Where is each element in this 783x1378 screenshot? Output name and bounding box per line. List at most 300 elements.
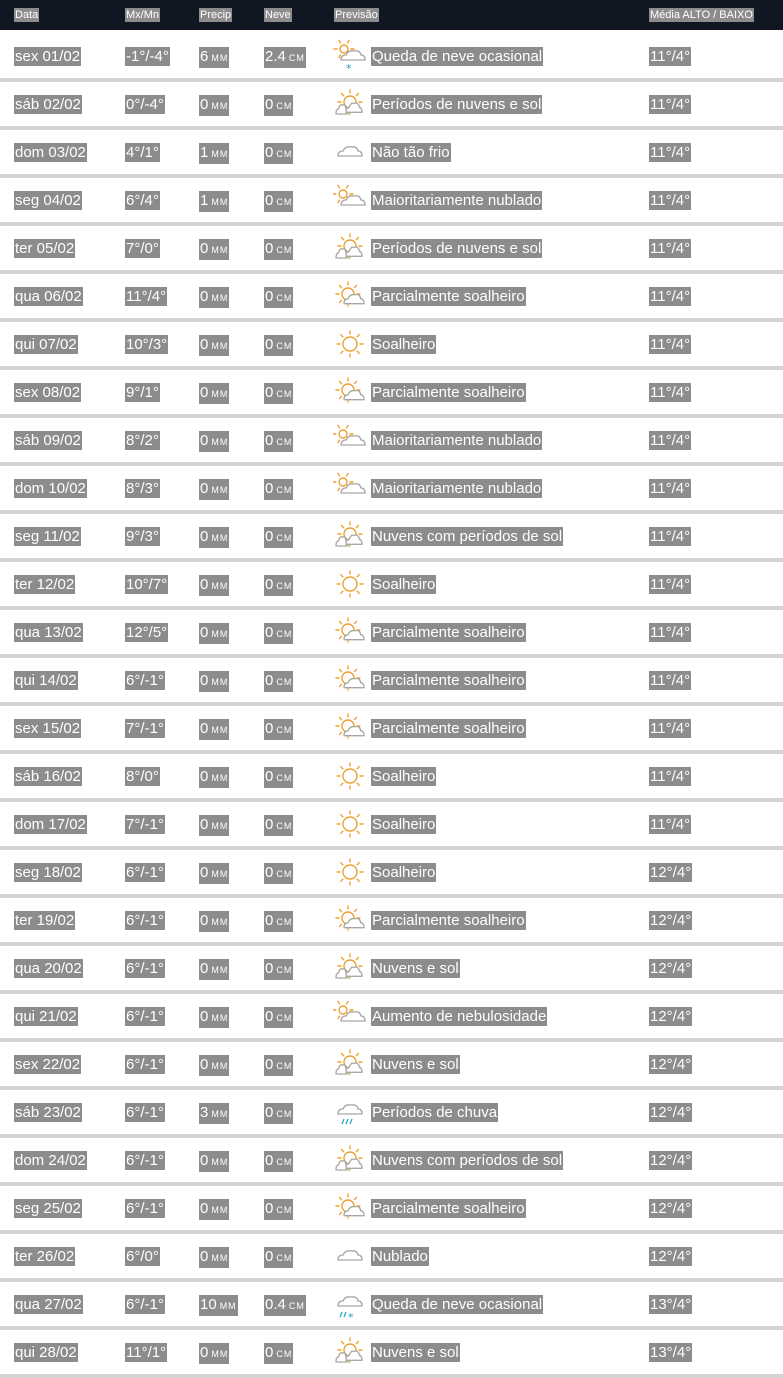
snow-value: 0: [265, 1104, 274, 1121]
row-precip: [199, 287, 229, 308]
row-precip: [199, 1007, 229, 1028]
precip-unit: MM: [211, 1061, 229, 1071]
table-row: [0, 1330, 783, 1378]
precip-unit: MM: [211, 101, 229, 111]
snow-unit: CM: [288, 53, 305, 63]
row-snow: [264, 1055, 293, 1076]
table-row: [0, 178, 783, 226]
precip-value: 10: [200, 1296, 217, 1313]
table-row: [0, 994, 783, 1042]
row-date: sex 15/02: [15, 720, 81, 737]
row-forecast: Soalheiro: [372, 336, 436, 353]
row-precip: [199, 1343, 229, 1364]
row-precip: [199, 1199, 229, 1220]
row-max-min: 9°/3°: [126, 528, 159, 545]
row-precip: [199, 815, 229, 836]
row-snow: [264, 47, 306, 68]
row-date: seg 04/02: [15, 192, 81, 209]
row-average: 11°/4°: [650, 624, 691, 641]
row-average: 11°/4°: [650, 480, 691, 497]
snow-unit: CM: [276, 437, 293, 447]
row-snow: [264, 143, 293, 164]
snow-unit: CM: [276, 869, 293, 879]
row-precip: [199, 1247, 229, 1268]
row-snow: [264, 1295, 306, 1316]
row-max-min: 7°/-1°: [126, 816, 164, 833]
row-forecast: Parcialmente soalheiro: [372, 720, 525, 737]
row-max-min: 6°/0°: [126, 1248, 159, 1265]
snow-unit: CM: [276, 485, 293, 495]
header-snow: Neve: [265, 9, 291, 21]
snow-unit: CM: [276, 101, 293, 111]
row-date: ter 26/02: [15, 1248, 75, 1265]
row-precip: [199, 863, 229, 884]
row-date: ter 05/02: [15, 240, 75, 257]
row-average: 11°/4°: [650, 288, 691, 305]
table-row: [0, 34, 783, 82]
precip-unit: MM: [211, 293, 229, 303]
row-precip: [199, 719, 229, 740]
row-precip: [199, 335, 229, 356]
snow-value: 0: [265, 816, 274, 833]
row-snow: [264, 815, 293, 836]
snow-value: 0: [265, 384, 274, 401]
row-snow: [264, 239, 293, 260]
table-row: [0, 1042, 783, 1090]
snow-value: 0: [265, 288, 274, 305]
row-forecast: Parcialmente soalheiro: [372, 384, 525, 401]
row-max-min: 6°/-1°: [126, 1008, 164, 1025]
precip-unit: MM: [211, 1205, 229, 1215]
snow-unit: CM: [276, 917, 293, 927]
snow-value: 0: [265, 1056, 274, 1073]
table-row: [0, 514, 783, 562]
table-row: [0, 370, 783, 418]
precip-unit: MM: [211, 533, 229, 543]
precip-value: 0: [200, 624, 209, 641]
precip-value: 0: [200, 1200, 209, 1217]
snow-value: 0: [265, 336, 274, 353]
row-precip: [199, 911, 229, 932]
precip-unit: MM: [211, 1013, 229, 1023]
row-forecast: Soalheiro: [372, 576, 436, 593]
row-forecast: Queda de neve ocasional: [372, 48, 543, 65]
table-row: [0, 1138, 783, 1186]
row-forecast: Períodos de chuva: [372, 1104, 498, 1121]
row-date: qui 21/02: [15, 1008, 77, 1025]
precip-unit: MM: [211, 341, 229, 351]
row-date: seg 25/02: [15, 1200, 81, 1217]
table-row: [0, 1234, 783, 1282]
row-snow: [264, 623, 293, 644]
row-forecast: Períodos de nuvens e sol: [372, 96, 542, 113]
row-snow: [264, 863, 293, 884]
precip-value: 0: [200, 432, 209, 449]
header-avg: Média ALTO / BAIXO: [650, 9, 753, 21]
row-average: 12°/4°: [650, 1200, 692, 1217]
row-date: qui 07/02: [15, 336, 77, 353]
snow-value: 0: [265, 432, 274, 449]
row-precip: [199, 959, 229, 980]
row-precip: [199, 143, 229, 164]
snow-unit: CM: [276, 965, 293, 975]
row-forecast: Nuvens com períodos de sol: [372, 1152, 563, 1169]
row-snow: [264, 671, 293, 692]
row-max-min: 6°/-1°: [126, 1056, 164, 1073]
snow-unit: CM: [276, 821, 293, 831]
snow-value: 2.4: [265, 48, 286, 65]
precip-value: 0: [200, 288, 209, 305]
row-average: 12°/4°: [650, 864, 692, 881]
snow-value: 0: [265, 1344, 274, 1361]
table-row: [0, 802, 783, 850]
precip-unit: MM: [211, 917, 229, 927]
table-row: [0, 1282, 783, 1330]
row-average: 12°/4°: [650, 1008, 692, 1025]
precip-unit: MM: [211, 149, 229, 159]
svg-text:*: *: [348, 1311, 354, 1323]
precip-unit: MM: [211, 437, 229, 447]
precip-value: 1: [200, 192, 209, 209]
snow-value: 0: [265, 864, 274, 881]
snow-value: 0: [265, 480, 274, 497]
snow-value: 0: [265, 1152, 274, 1169]
row-precip: [199, 1295, 238, 1316]
table-row: [0, 466, 783, 514]
row-max-min: 6°/-1°: [126, 1200, 164, 1217]
row-snow: [264, 1151, 293, 1172]
precip-unit: MM: [211, 485, 229, 495]
snow-value: 0: [265, 768, 274, 785]
snow-value: 0: [265, 576, 274, 593]
row-snow: [264, 1199, 293, 1220]
row-max-min: 10°/7°: [126, 576, 168, 593]
snow-unit: CM: [276, 1109, 293, 1119]
row-date: qua 06/02: [15, 288, 82, 305]
snow-unit: CM: [276, 389, 293, 399]
snow-unit: CM: [276, 1013, 293, 1023]
row-forecast: Maioritariamente nublado: [372, 432, 542, 449]
snow-unit: CM: [288, 1301, 305, 1311]
snow-value: 0: [265, 672, 274, 689]
header-forecast: Previsão: [335, 9, 378, 21]
row-max-min: 12°/5°: [126, 624, 168, 641]
precip-value: 0: [200, 960, 209, 977]
snow-value: 0: [265, 192, 274, 209]
snow-unit: CM: [276, 341, 293, 351]
row-forecast: Parcialmente soalheiro: [372, 912, 525, 929]
row-snow: [264, 383, 293, 404]
table-row: [0, 562, 783, 610]
row-precip: [199, 47, 229, 68]
precip-value: 0: [200, 768, 209, 785]
precip-value: 0: [200, 864, 209, 881]
row-precip: [199, 527, 229, 548]
snow-unit: CM: [276, 533, 293, 543]
row-date: sáb 23/02: [15, 1104, 81, 1121]
snow-unit: CM: [276, 245, 293, 255]
row-average: 12°/4°: [650, 912, 692, 929]
snow-value: 0: [265, 1200, 274, 1217]
table-row: [0, 658, 783, 706]
precip-unit: MM: [211, 1253, 229, 1263]
snow-value: 0: [265, 960, 274, 977]
row-date: sex 01/02: [15, 48, 81, 65]
row-average: 11°/4°: [650, 144, 691, 161]
row-precip: [199, 383, 229, 404]
snow-unit: CM: [276, 725, 293, 735]
table-row: [0, 418, 783, 466]
row-snow: [264, 959, 293, 980]
table-row: [0, 274, 783, 322]
row-snow: [264, 287, 293, 308]
row-max-min: 6°/-1°: [126, 1104, 164, 1121]
header-mxmn: Mx/Mn: [126, 9, 159, 21]
precip-unit: MM: [211, 1157, 229, 1167]
row-snow: [264, 911, 293, 932]
row-precip: [199, 671, 229, 692]
row-average: 11°/4°: [650, 336, 691, 353]
row-precip: [199, 1103, 229, 1124]
header-precip: Precip: [200, 9, 232, 21]
row-average: 12°/4°: [650, 1104, 692, 1121]
row-forecast: Maioritariamente nublado: [372, 192, 542, 209]
row-max-min: 6°/-1°: [126, 1296, 164, 1313]
row-average: 11°/4°: [650, 240, 691, 257]
row-max-min: 6°/-1°: [126, 864, 164, 881]
precip-value: 0: [200, 912, 209, 929]
row-date: ter 19/02: [15, 912, 75, 929]
precip-unit: MM: [211, 1109, 229, 1119]
precip-value: 0: [200, 1008, 209, 1025]
row-forecast: Maioritariamente nublado: [372, 480, 542, 497]
row-date: dom 03/02: [15, 144, 86, 161]
row-max-min: 6°/-1°: [126, 960, 164, 977]
snow-unit: CM: [276, 1061, 293, 1071]
row-max-min: 6°/-1°: [126, 1152, 164, 1169]
snow-unit: CM: [276, 773, 293, 783]
row-average: 12°/4°: [650, 960, 692, 977]
table-header: [0, 0, 783, 30]
row-forecast: Soalheiro: [372, 768, 436, 785]
row-max-min: 8°/0°: [126, 768, 159, 785]
table-row: [0, 226, 783, 274]
snow-value: 0: [265, 240, 274, 257]
snow-unit: CM: [276, 1157, 293, 1167]
snow-value: 0: [265, 1008, 274, 1025]
row-forecast: Nuvens com períodos de sol: [372, 528, 563, 545]
snow-unit: CM: [276, 677, 293, 687]
row-date: sex 22/02: [15, 1056, 81, 1073]
precip-unit: MM: [211, 965, 229, 975]
precip-unit: MM: [211, 245, 229, 255]
precip-value: 0: [200, 528, 209, 545]
precip-unit: MM: [211, 389, 229, 399]
precip-value: 0: [200, 240, 209, 257]
table-row: [0, 130, 783, 178]
row-date: qua 27/02: [15, 1296, 82, 1313]
snow-unit: CM: [276, 1205, 293, 1215]
row-forecast: Aumento de nebulosidade: [372, 1008, 547, 1025]
row-forecast: Não tão frio: [372, 144, 450, 161]
precip-unit: MM: [211, 629, 229, 639]
row-precip: [199, 431, 229, 452]
row-snow: [264, 95, 293, 116]
row-forecast: Parcialmente soalheiro: [372, 624, 525, 641]
row-date: dom 10/02: [15, 480, 86, 497]
svg-text:*: *: [346, 62, 352, 75]
snow-value: 0: [265, 624, 274, 641]
row-forecast: Parcialmente soalheiro: [372, 672, 525, 689]
snow-unit: CM: [276, 293, 293, 303]
snow-value: 0: [265, 528, 274, 545]
precip-value: 0: [200, 720, 209, 737]
row-precip: [199, 191, 229, 212]
row-snow: [264, 575, 293, 596]
table-row: [0, 82, 783, 130]
row-date: sáb 09/02: [15, 432, 81, 449]
row-average: 11°/4°: [650, 720, 691, 737]
precip-unit: MM: [211, 725, 229, 735]
row-snow: [264, 1007, 293, 1028]
table-row: [0, 1186, 783, 1234]
row-max-min: 8°/2°: [126, 432, 159, 449]
snow-value: 0: [265, 1248, 274, 1265]
row-precip: [199, 479, 229, 500]
precip-value: 0: [200, 1056, 209, 1073]
precip-value: 1: [200, 144, 209, 161]
row-average: 12°/4°: [650, 1056, 692, 1073]
precip-value: 0: [200, 672, 209, 689]
row-date: sáb 02/02: [15, 96, 81, 113]
row-average: 12°/4°: [650, 1152, 692, 1169]
table-row: [0, 706, 783, 754]
row-forecast: Nuvens e sol: [372, 1056, 459, 1073]
row-average: 13°/4°: [650, 1344, 692, 1361]
row-snow: [264, 1247, 293, 1268]
row-forecast: Soalheiro: [372, 864, 436, 881]
row-date: sáb 16/02: [15, 768, 81, 785]
row-forecast: Parcialmente soalheiro: [372, 288, 525, 305]
row-max-min: 7°/-1°: [126, 720, 164, 737]
snow-unit: CM: [276, 197, 293, 207]
row-precip: [199, 95, 229, 116]
precip-unit: MM: [211, 773, 229, 783]
row-max-min: -1°/-4°: [126, 48, 169, 65]
row-snow: [264, 191, 293, 212]
row-snow: [264, 1103, 293, 1124]
row-average: 11°/4°: [650, 768, 691, 785]
row-average: 11°/4°: [650, 432, 691, 449]
row-date: seg 18/02: [15, 864, 81, 881]
precip-unit: MM: [219, 1301, 237, 1311]
table-row: [0, 898, 783, 946]
row-max-min: 7°/0°: [126, 240, 159, 257]
row-max-min: 6°/4°: [126, 192, 159, 209]
precip-value: 0: [200, 576, 209, 593]
row-forecast: Nuvens e sol: [372, 1344, 459, 1361]
row-average: 11°/4°: [650, 96, 691, 113]
precip-value: 3: [200, 1104, 209, 1121]
snow-unit: CM: [276, 629, 293, 639]
row-snow: [264, 1343, 293, 1364]
row-max-min: 6°/-1°: [126, 672, 164, 689]
row-average: 11°/4°: [650, 384, 691, 401]
precip-value: 0: [200, 480, 209, 497]
row-snow: [264, 527, 293, 548]
row-average: 11°/4°: [650, 576, 691, 593]
snow-unit: CM: [276, 149, 293, 159]
row-precip: [199, 623, 229, 644]
snow-value: 0: [265, 912, 274, 929]
table-row: [0, 946, 783, 994]
row-average: 12°/4°: [650, 1248, 692, 1265]
snow-value: 0.4: [265, 1296, 286, 1313]
row-forecast: Queda de neve ocasional: [372, 1296, 543, 1313]
precip-unit: MM: [211, 1349, 229, 1359]
precip-unit: MM: [211, 581, 229, 591]
snow-value: 0: [265, 96, 274, 113]
snow-unit: CM: [276, 1253, 293, 1263]
row-average: 11°/4°: [650, 192, 691, 209]
row-date: seg 11/02: [15, 528, 80, 545]
row-max-min: 11°/1°: [126, 1344, 167, 1361]
table-row: [0, 610, 783, 658]
row-average: 11°/4°: [650, 816, 691, 833]
table-row: [0, 850, 783, 898]
row-precip: [199, 767, 229, 788]
precip-value: 0: [200, 1152, 209, 1169]
precip-value: 0: [200, 1248, 209, 1265]
row-max-min: 6°/-1°: [126, 912, 164, 929]
table-row: [0, 322, 783, 370]
row-precip: [199, 1151, 229, 1172]
row-forecast: Parcialmente soalheiro: [372, 1200, 525, 1217]
row-date: qua 13/02: [15, 624, 82, 641]
row-snow: [264, 335, 293, 356]
snow-value: 0: [265, 144, 274, 161]
row-date: qui 28/02: [15, 1344, 77, 1361]
snow-unit: CM: [276, 581, 293, 591]
row-date: qui 14/02: [15, 672, 77, 689]
row-max-min: 11°/4°: [126, 288, 167, 305]
precip-value: 0: [200, 336, 209, 353]
row-average: 11°/4°: [650, 672, 691, 689]
row-date: sex 08/02: [15, 384, 81, 401]
row-forecast: Períodos de nuvens e sol: [372, 240, 542, 257]
precip-unit: MM: [211, 53, 229, 63]
table-row: [0, 1090, 783, 1138]
row-precip: [199, 239, 229, 260]
row-max-min: 0°/-4°: [126, 96, 164, 113]
precip-unit: MM: [211, 197, 229, 207]
row-forecast: Nublado: [372, 1248, 428, 1265]
row-snow: [264, 719, 293, 740]
row-date: ter 12/02: [15, 576, 75, 593]
row-snow: [264, 767, 293, 788]
row-average: 11°/4°: [650, 528, 691, 545]
precip-value: 0: [200, 816, 209, 833]
row-average: 11°/4°: [650, 48, 691, 65]
row-precip: [199, 575, 229, 596]
snow-unit: CM: [276, 1349, 293, 1359]
row-forecast: Nuvens e sol: [372, 960, 459, 977]
precip-value: 0: [200, 96, 209, 113]
row-precip: [199, 1055, 229, 1076]
header-date: Data: [15, 9, 39, 21]
snow-value: 0: [265, 720, 274, 737]
precip-unit: MM: [211, 821, 229, 831]
